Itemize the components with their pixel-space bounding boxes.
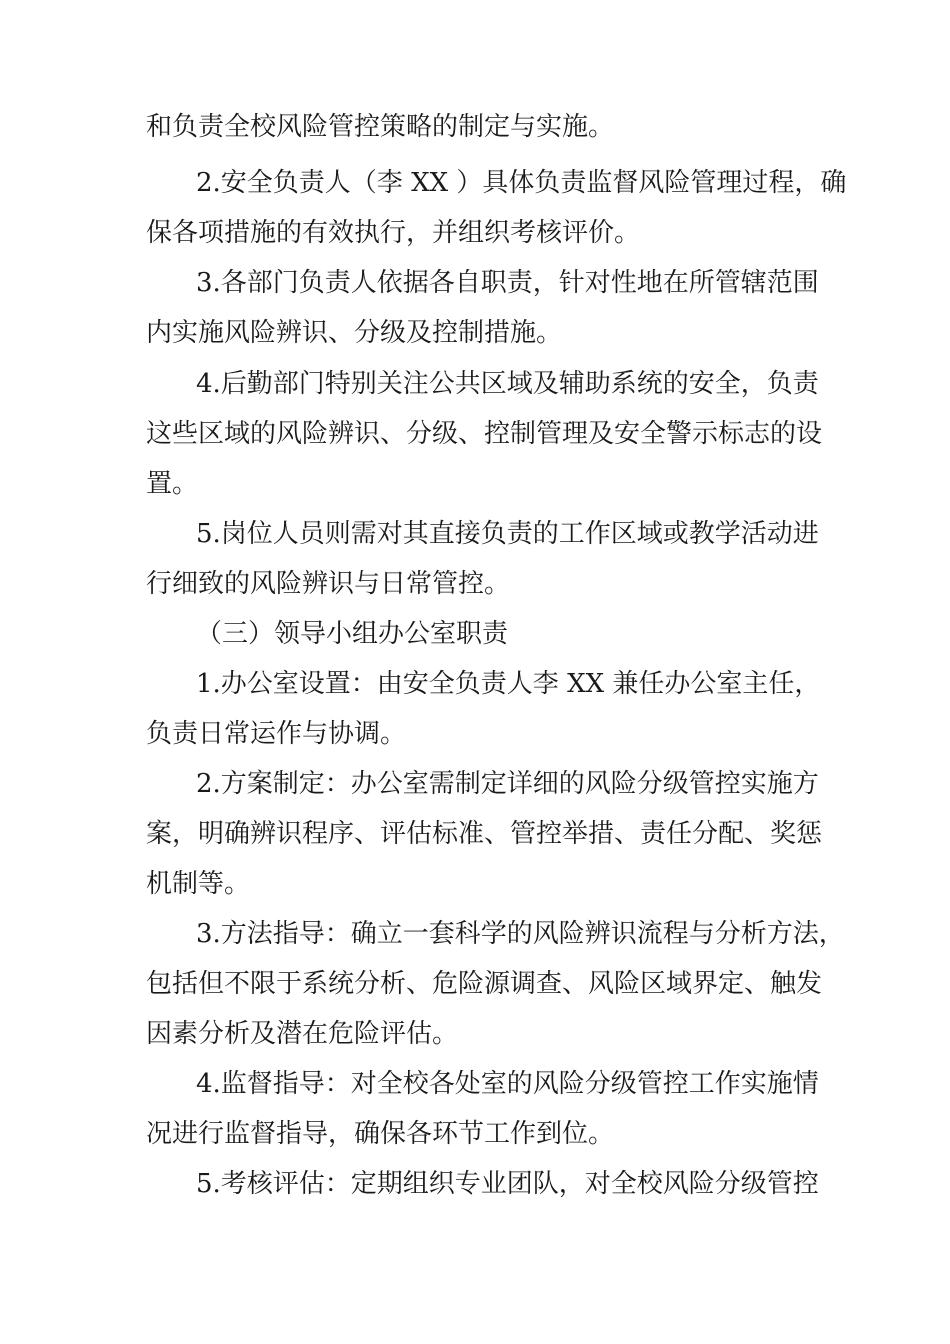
text-line: 这些区域的风险辨识、分级、控制管理及安全警示标志的设 xyxy=(146,419,823,449)
text-line: 5.岗位人员则需对其直接负责的工作区域或教学活动进 xyxy=(196,519,819,549)
text-line: 案，明确辨识程序、评估标准、管控举措、责任分配、奖惩 xyxy=(146,819,823,849)
text-line: 5.考核评估：定期组织专业团队，对全校风险分级管控 xyxy=(196,1169,819,1199)
text-line: 3.方法指导：确立一套科学的风险辨识流程与分析方法， xyxy=(196,919,845,949)
text-line: 4.后勤部门特别关注公共区域及辅助系统的安全，负责 xyxy=(196,369,819,399)
text-line: 2.方案制定：办公室需制定详细的风险分级管控实施方 xyxy=(196,769,819,799)
text-line: 保各项措施的有效执行，并组织考核评价。 xyxy=(146,218,641,248)
text-line: 4.监督指导：对全校各处室的风险分级管控工作实施情 xyxy=(196,1069,819,1099)
text-line: 置。 xyxy=(146,469,199,499)
text-line: 包括但不限于系统分析、危险源调查、风险区域界定、触发 xyxy=(146,969,823,999)
text-line: 行细致的风险辨识与日常管控。 xyxy=(146,569,511,599)
text-line: 1.办公室设置：由安全负责人李 XX 兼任办公室主任， xyxy=(196,669,821,699)
text-line: 负责日常运作与协调。 xyxy=(146,719,407,749)
section-heading: （三）领导小组办公室职责 xyxy=(196,619,509,649)
text-line: 3.各部门负责人依据各自职责，针对性地在所管辖范围 xyxy=(196,268,819,298)
text-line: 况进行监督指导，确保各环节工作到位。 xyxy=(146,1119,615,1149)
text-line: 因素分析及潜在危险评估。 xyxy=(146,1019,459,1049)
text-line: 和负责全校风险管控策略的制定与实施。 xyxy=(146,112,615,142)
text-line: 2.安全负责人（李 XX ）具体负责监督风险管理过程，确 xyxy=(196,168,847,198)
text-line: 内实施风险辨识、分级及控制措施。 xyxy=(146,318,563,348)
text-line: 机制等。 xyxy=(146,869,251,899)
